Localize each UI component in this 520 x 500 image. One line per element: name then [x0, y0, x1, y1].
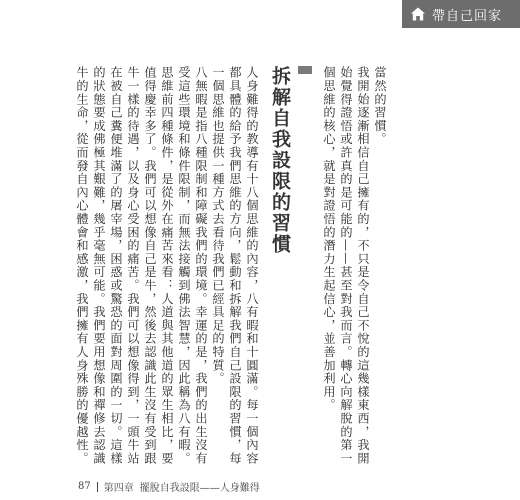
running-header-tab — [402, 0, 520, 28]
paragraph: 八無暇是指八種限制和障礙我們的環境。幸運的是，我們的出生沒有受這些環境和條件限制，而無法接觸到佛法智慧，因此稱為八有暇。 — [177, 66, 208, 465]
vertical-body-text — [8, 66, 388, 476]
paragraph: 人身難得的教導有十八個思維的內容，八有暇和十圓滿。每一個內容都具體的給予我們思維的方向，鬆動和拆解我們自己設限的習慣，每一個思維也提供一種方式去看待我們已經具足的特質。 — [211, 66, 259, 465]
house-icon — [410, 6, 426, 22]
chapter-title: 擺脫自我設限——人身難得 — [139, 483, 260, 494]
footer-divider — [97, 482, 98, 492]
heading-marker — [298, 66, 312, 74]
page-footer — [78, 479, 260, 494]
page-number: 87 — [78, 481, 91, 492]
chapter-label: 第四章 — [103, 483, 134, 494]
running-header-title: 帶自己回家 — [432, 8, 503, 24]
paragraph: 我開始逐漸相信自己擁有的，不只是令自己不悅的這幾樣東西，我開始覺得證悟或許真的是可能的——甚至對我而言。轉心向解脫的第一個思維的核心，就是對證悟的潛力生起信心，並善加利用。 — [322, 66, 370, 465]
paragraph: 思維前四種條件，是從外在痛苦來看：人道與其他道的眾生相比，要值得慶幸多了。我們可以想像自己是牛，然後去認識此生沒有受到跟牛一樣的待遇，以及身心受困的痛苦。我們可以想像得到，一頭牛站在被自己糞便堆滿了的屠宰場，困惑或驚恐的面對周圍的一切。這樣的狀態要成佛極其艱難，幾乎毫無可能。我們要用想像和禪修去認識牛的生命，從而發自內心體會和感激，我們擁有人身殊勝的優越性。 — [75, 66, 174, 465]
paragraph: 當然的習慣。 — [373, 66, 387, 146]
section-heading: 拆解自我設限的習慣 — [269, 66, 291, 255]
section-heading-block — [268, 66, 312, 476]
